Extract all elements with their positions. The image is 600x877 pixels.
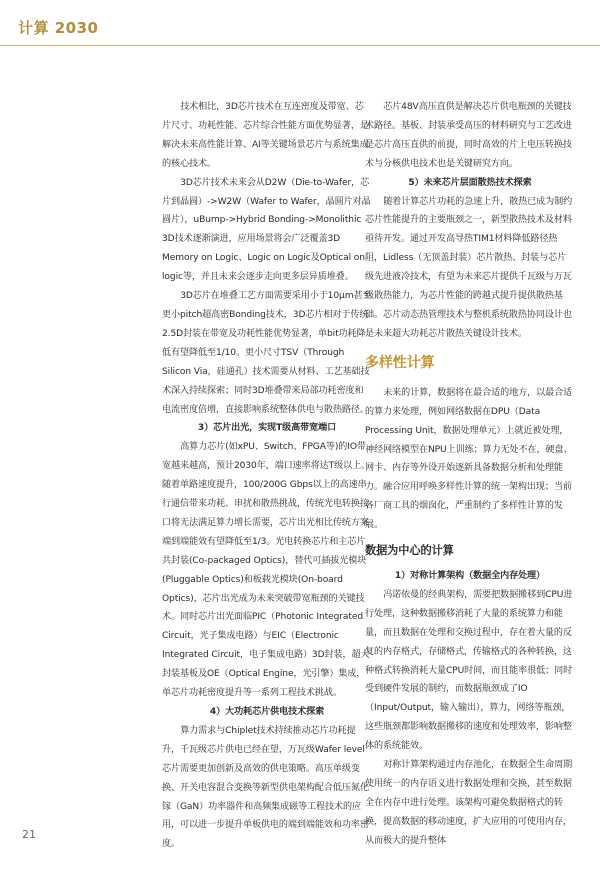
left-paragraph-5: 算力需求与Chiplet技术持续推动芯片功耗提升，千瓦级芯片供电已经在望，万瓦级Wafer level芯片需要更加创新及高效的供电策略。高压单级变换、开关电容混合变换等新型供电架构配合低压氮化镓（GaN）功率器件和高频集成磁等工程技术的应用，可以进一步提升单板供电的端到端能效和功率密度。 — [162, 725, 369, 850]
right-paragraph-5: 对称计算架构通过内存池化，在数据全生命周期使用统一的内存语义进行数据处理和交换，甚至数据全在内存中进行处理。该架构可避免数据格式的转换，提高数据的移动速度，扩大应用的可使用内存，从而极大的提升整体 — [365, 760, 573, 846]
right-paragraph-1: 芯片48V高压直供是解决芯片供电瓶颈的关键技术路径。基板、封装承受高压的材料研究与工艺改进是芯片高压直供的前提，同时高效的片上电压转换技术与分核供电技术也是关键研究方向。 — [365, 102, 572, 169]
subsection-title: 数据为中心的计算 — [365, 544, 454, 558]
left-paragraph-3: 3D芯片在堆叠工艺方面需要采用小于10μm甚至更小pitch超高密Bonding技术，3D芯片相对于传统2.5D封装在带宽及功耗性能优势显著，单bit功耗降低有望降低至1/10。更小尺寸TSV（Through Silicon Via，硅通孔）技术需要从材料、工艺基础技术深入持续探索；同时3D堆叠带来局部功耗密度和电流密度倍增，直接影响系统整体供电与散热路径。 — [162, 291, 372, 415]
header-title: 计算 2030 — [18, 19, 99, 37]
page-number: 21 — [22, 828, 36, 841]
left-paragraph-2: 3D芯片技术未来会从D2W（Die-to-Wafer，芯片到晶圆）->W2W（Wafer to Wafer，晶圆片对晶圆片），uBump->Hybrid Bonding->Monolithic 3D技术逐渐演进，应用场景将会广泛覆盖3D Memory on Logic、Logic on Logic及Optical on logic等，并且未来会逐步走向更多层异质堆叠。 — [162, 177, 371, 283]
subheading-symmetric-architecture: 1）对称计算架构（数据全内存处理） — [394, 571, 546, 582]
subheading-power-supply: 4）大功耗芯片供电技术探索 — [209, 707, 325, 717]
section-title: 多样性计算 — [365, 354, 435, 371]
left-paragraph-1: 技术相比，3D芯片技术在互连密度及带宽、芯片尺寸、功耗性能、芯片综合性能方面优势显著，是解决未来高性能计算、AI等关键场景芯片与系统集成的核心技术。 — [162, 102, 369, 169]
right-paragraph-4: 冯诺依曼的经典架构，需要把数据搬移到CPU进行处理，这种数据搬移消耗了大量的系统算力和能量，而且数据在处理和交换过程中，存在着大量的反复的内存格式，存储格式，传输格式的各种转换，这种格式转换消耗大量CPU时间，而且能率很低；同时受到硬件发展的制约，而数据瓶颈成了IO（Input/Output，输入输出），算力，网络等瓶颈，这些瓶颈都影响数据搬移的速度和处理效率，影响整体的系统能效。 — [365, 589, 573, 752]
right-paragraph-3: 未来的计算，数据将在最合适的地方，以最合适的算力来处理，例如网络数据在DPU（Data Processing Unit，数据处理单元）上就近被处理，神经网络模型在NPU上训练；算力无处不在，硬盘、网卡、内存等外设开始逐新具备数据分析和处理能力。融合应用呼唤多样性计算的统一架构出现；当前各厂商工具的烟囱化，严重制约了多样性计算的发展。 — [365, 387, 573, 531]
subheading-chip-optics: 3）芯片出光，实现T级高带宽端口 — [197, 423, 337, 434]
header-divider — [0, 45, 600, 46]
left-column — [162, 98, 372, 854]
right-column — [365, 98, 575, 851]
page-header — [0, 0, 600, 60]
right-paragraph-2: 随着计算芯片功耗的急速上升，散热已成为制约芯片性能提升的主要瓶颈之一，新型散热技术及材料亟待开发。通过开发高导热TIM1材料降低路径热阻，Lidless（无顶盖封装）芯片散热、封装与芯片级先进液冷技术，有望为未来芯片提供千瓦级与万瓦级散热能力，为芯片性能的跨越式提升提供散热基础。芯片动态热管理技术与整机系统散热协同设计也是未来超大功耗芯片散热关键设计技术。 — [365, 196, 573, 339]
subheading-cooling: 5）未来芯片层面散热技术探索 — [408, 177, 532, 188]
left-paragraph-4: 高算力芯片(如xPU、Switch、FPGA等)的IO带宽越来越高，预计2030年，端口速率将达T级以上。随着单路速度提升，100/200G Gbps以上的高速串行通信带来功耗、串扰和散热挑战，传统光电转换接口将无法满足算力增长需要，芯片出光相比传统方案端到端能效有望降低至1/3。光电转换芯片和主芯片共封装(Co-packaged Optics)，替代可插拔光模块(Pluggable Optics)和板载光模块(On-board Optics)，芯片出光成为未来突破带宽瓶颈的关键技术。同时芯片出光面临PIC（Photonic Integrated Circuit，光子集成电路）与EIC（Electronic Integrated Circuit，电子集成电路）3D封装，超大封装基板及OE（Optical Engine，光引擎）集成，单芯片功耗密度提升等一系列工程技术挑战。 — [162, 442, 371, 699]
